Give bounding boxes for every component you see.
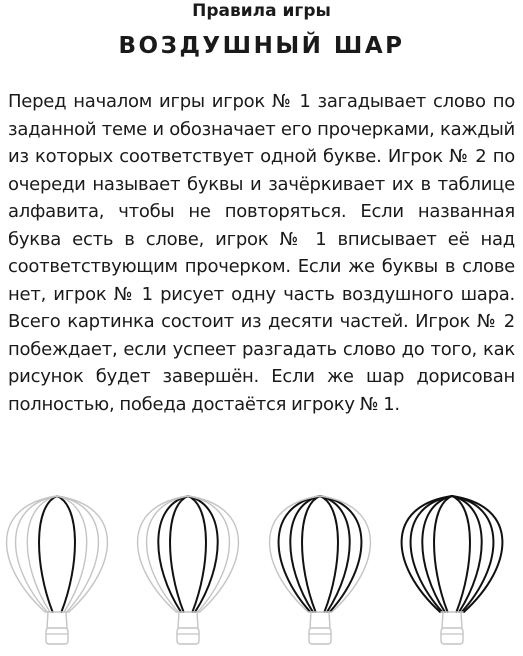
balloon-4-ropes [442, 612, 462, 628]
balloon-3-ropes [310, 612, 330, 628]
balloon-1-gore-4 [7, 496, 108, 612]
balloon-2-basket [177, 628, 199, 644]
balloon-illustration [0, 492, 523, 656]
balloon-3-basket [309, 628, 331, 644]
balloon-3-gore-2 [290, 496, 349, 612]
balloon-4-gore-4 [402, 496, 503, 612]
balloon-1-basket [46, 628, 68, 644]
balloon-4-gore-1 [434, 496, 470, 612]
balloon-1-ropes [47, 612, 67, 628]
balloon-1-gore-1 [39, 496, 75, 612]
balloon-3-gore-4 [270, 496, 371, 612]
balloon-stages-svg [0, 492, 523, 656]
game-title: ВОЗДУШНЫЙ ШАР [118, 33, 405, 59]
balloon-4-gore-2 [422, 496, 481, 612]
rules-paragraph: Перед началом игры игрок № 1 загадывает слово по заданной теме и обозначает его прочерками, каждый из которых соответствует одной букве. Игрок № 2 по очереди называет буквы и зачёркивает их в таблице алфавита, чтобы не повторяться. Если названная буква есть в слове, игрок № 1 вписывает её над соответствующим прочерком. Если же буквы в слове нет, игрок № 1 рисует одну часть воздушного шара. Всего картинка состоит из десяти частей. Игрок № 2 побеждает, если успеет разгадать слово до того, как рисунок будет завершён. Если же шар дорисован полностью, победа достаётся игроку № 1. [8, 91, 515, 415]
balloon-4-basket [441, 628, 463, 644]
balloon-2-gore-1 [170, 496, 206, 612]
balloon-1-gore-2 [27, 496, 86, 612]
balloon-2-ropes [178, 612, 198, 628]
rules-subtitle: Правила игры [192, 1, 331, 21]
balloon-3-gore-1 [302, 496, 338, 612]
balloon-2-gore-2 [158, 496, 217, 612]
balloon-2-gore-4 [138, 496, 239, 612]
